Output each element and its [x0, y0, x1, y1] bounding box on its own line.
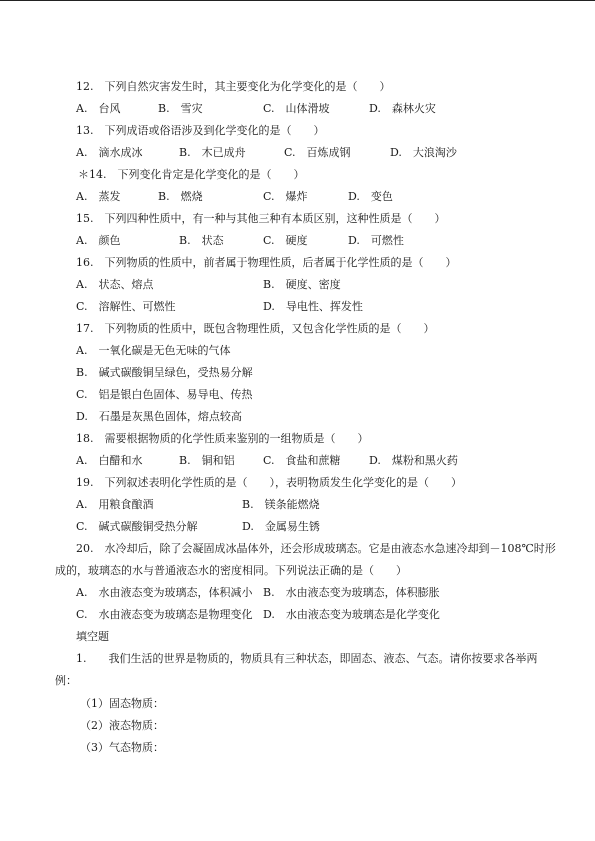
question-12-option-c: C. 山体滑坡	[263, 102, 330, 115]
question-13-option-c: C. 百炼成钢	[284, 146, 351, 159]
question-20-stem-line-2: 成的，玻璃态的水与普通液态水的密度相同。下列说法正确的是（ ）	[55, 564, 407, 577]
question-19-option-c: C. 碱式碳酸铜受热分解	[76, 520, 198, 533]
page-top-rule	[0, 0, 595, 1]
fill-item-liquid: （2）液态物质：	[80, 719, 164, 732]
question-16-option-a: A. 状态、熔点	[76, 278, 154, 291]
question-14-option-c: C. 爆炸	[263, 190, 308, 203]
question-13-option-b: B. 木已成舟	[179, 146, 246, 159]
question-18-option-d: D. 煤粉和黑火药	[369, 454, 458, 467]
question-16-option-c: C. 溶解性、可燃性	[76, 300, 176, 313]
question-12-option-a: A. 台风	[76, 102, 121, 115]
question-14-option-d: D. 变色	[348, 190, 393, 203]
question-15-option-d: D. 可燃性	[348, 234, 404, 247]
question-14-option-a: A. 蒸发	[76, 190, 121, 203]
fill-item-solid: （1）固态物质：	[80, 697, 164, 710]
question-19-option-b: B. 镁条能燃烧	[242, 498, 320, 511]
fill-question-1-line-2: 例：	[55, 674, 77, 687]
question-18-option-c: C. 食盐和蔗糖	[263, 454, 341, 467]
question-20-option-b: B. 水由液态变为玻璃态，体积膨胀	[263, 586, 440, 599]
question-17-option-a: A. 一氧化碳是无色无味的气体	[76, 344, 231, 357]
question-18-stem: 18. 需要根据物质的化学性质来鉴别的一组物质是（ ）	[76, 432, 369, 445]
question-18-option-b: B. 铜和铝	[179, 454, 235, 467]
question-17-option-c: C. 铝是银白色固体、易导电、传热	[76, 388, 253, 401]
question-12-option-b: B. 雪灾	[158, 102, 203, 115]
question-13-option-d: D. 大浪淘沙	[390, 146, 457, 159]
question-15-stem: 15. 下列四种性质中，有一种与其他三种有本质区别，这种性质是（ ）	[76, 212, 446, 225]
question-19-stem: 19. 下列叙述表明化学性质的是（ ），表明物质发生化学变化的是（ ）	[76, 476, 462, 489]
question-18-option-a: A. 白醋和水	[76, 454, 143, 467]
question-20-option-d: D. 水由液态变为玻璃态是化学变化	[263, 608, 440, 621]
question-16-option-d: D. 导电性、挥发性	[263, 300, 363, 313]
question-12-option-d: D. 森林火灾	[369, 102, 436, 115]
question-13-option-a: A. 滴水成冰	[76, 146, 143, 159]
question-20-option-a: A. 水由液态变为玻璃态，体积减小	[76, 586, 253, 599]
fill-item-gas: （3）气态物质：	[80, 741, 164, 754]
question-14-stem: ＊14. 下列变化肯定是化学变化的是（ ）	[78, 168, 305, 181]
question-15-option-a: A. 颜色	[76, 234, 121, 247]
question-20-stem-line-1: 20. 水冷却后，除了会凝固成冰晶体外，还会形成玻璃态。它是由液态水急速冷却到－108℃时形	[76, 542, 556, 555]
fill-question-1-line-1: 1. 我们生活的世界是物质的，物质具有三种状态，即固态、液态、气态。请你按要求各举两	[76, 652, 538, 665]
question-17-option-d: D. 石墨是灰黑色固体，熔点较高	[76, 410, 242, 423]
question-15-option-b: B. 状态	[179, 234, 224, 247]
question-13-stem: 13. 下列成语或俗语涉及到化学变化的是（ ）	[76, 124, 325, 137]
question-16-option-b: B. 硬度、密度	[263, 278, 341, 291]
question-16-stem: 16. 下列物质的性质中，前者属于物理性质，后者属于化学性质的是（ ）	[76, 256, 457, 269]
question-15-option-c: C. 硬度	[263, 234, 308, 247]
question-20-option-c: C. 水由液态变为玻璃态是物理变化	[76, 608, 253, 621]
fill-blank-heading: 填空题	[76, 630, 109, 643]
question-19-option-d: D. 金属易生锈	[242, 520, 320, 533]
question-19-option-a: A. 用粮食酿酒	[76, 498, 154, 511]
question-17-stem: 17. 下列物质的性质中，既包含物理性质，又包含化学性质的是（ ）	[76, 322, 435, 335]
question-14-option-b: B. 燃烧	[158, 190, 203, 203]
question-12-stem: 12. 下列自然灾害发生时，其主要变化为化学变化的是（ ）	[76, 80, 391, 93]
question-17-option-b: B. 碱式碳酸铜呈绿色，受热易分解	[76, 366, 253, 379]
